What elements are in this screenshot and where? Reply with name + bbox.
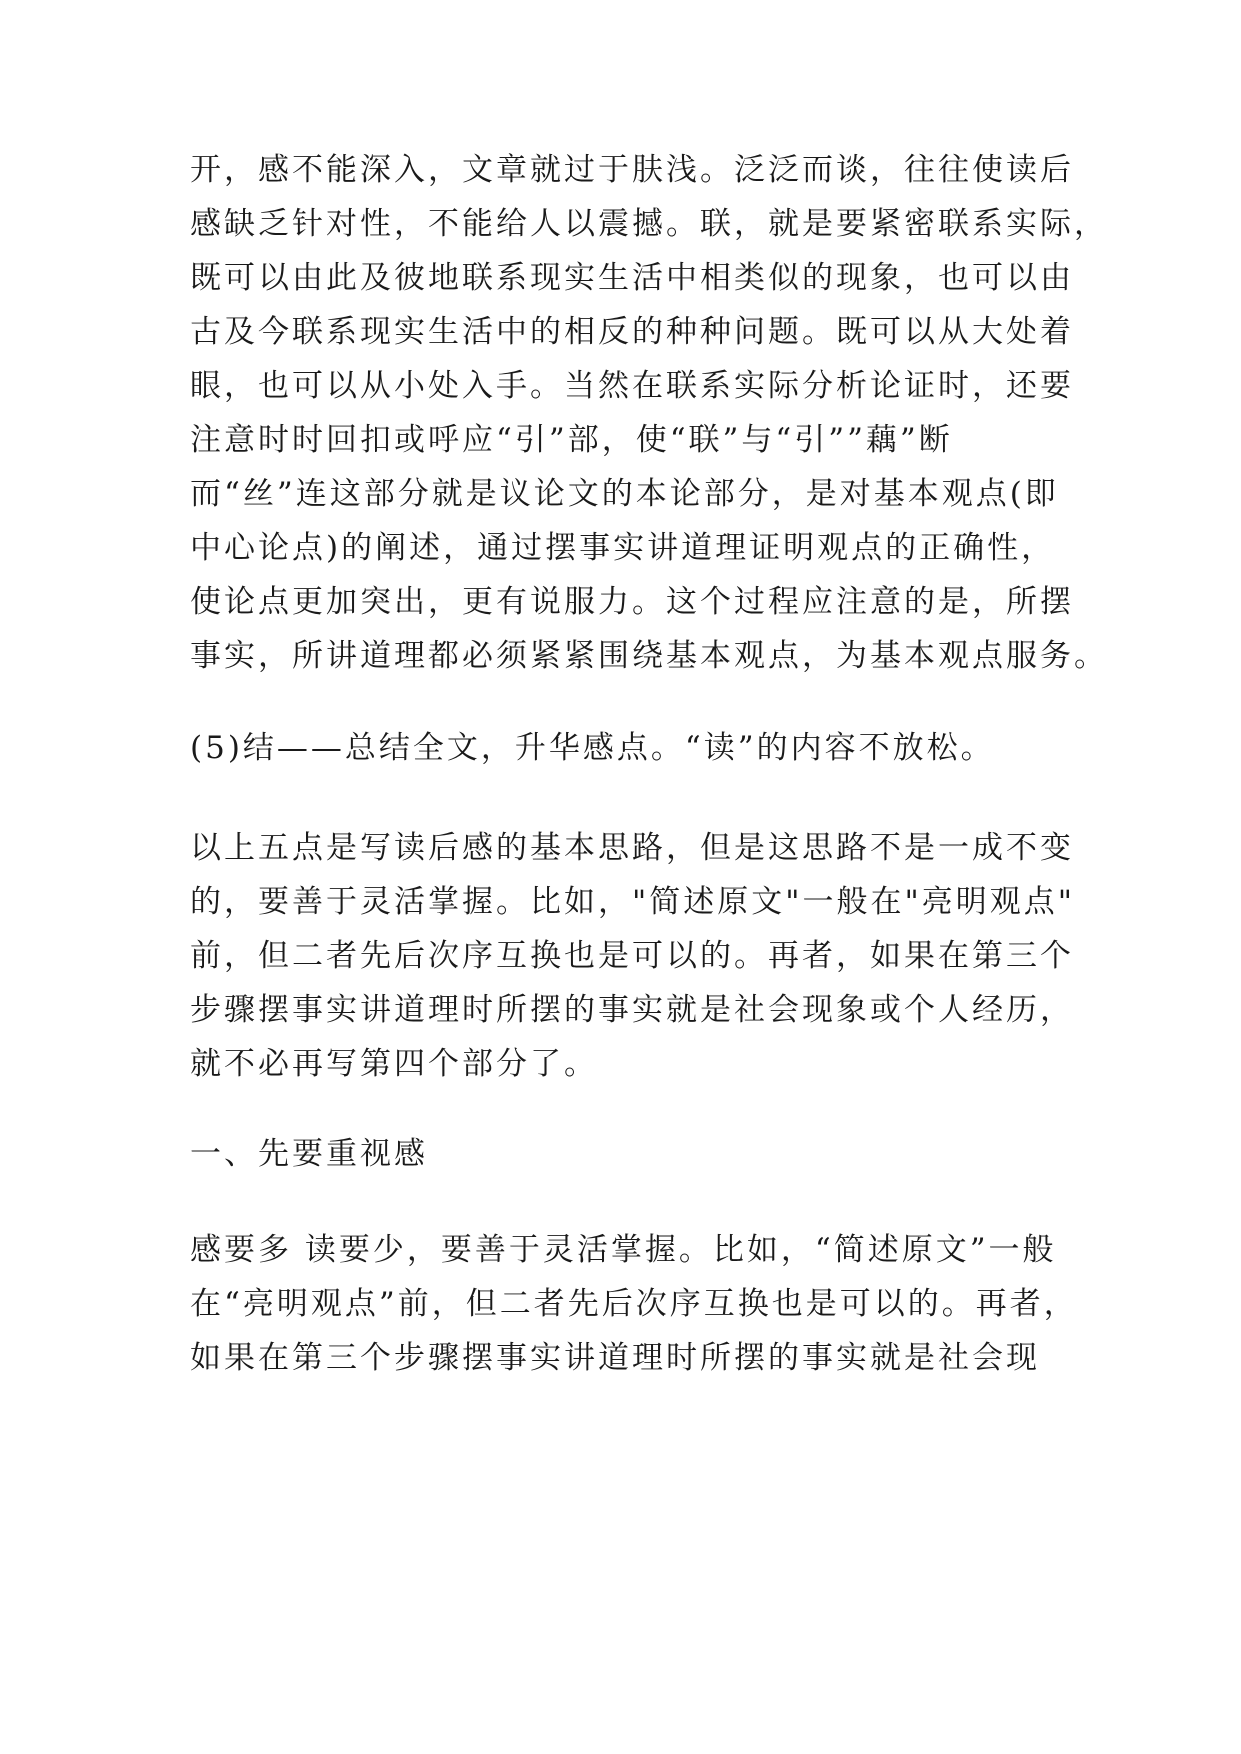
paragraph-3-line-3: 前，但二者先后次序互换也是可以的。再者，如果在第三个 xyxy=(190,938,1074,974)
paragraph-4-line-3: 如果在第三个步骤摆事实讲道理时所摆的事实就是社会现 xyxy=(190,1340,1040,1376)
paragraph-3-line-5: 就不必再写第四个部分了。 xyxy=(190,1046,598,1082)
section-heading: 一、先要重视感 xyxy=(190,1136,428,1172)
paragraph-1-line-6: 注意时时回扣或呼应“引”部，使“联”与“引””藕”断 xyxy=(190,422,953,458)
paragraph-3-line-4: 步骤摆事实讲道理时所摆的事实就是社会现象或个人经历， xyxy=(190,992,1074,1028)
paragraph-1-line-1: 开，感不能深入，文章就过于肤浅。泛泛而谈，往往使读后 xyxy=(190,152,1074,188)
paragraph-1-line-8: 中心论点)的阐述，通过摆事实讲道理证明观点的正确性， xyxy=(190,530,1056,566)
paragraph-2-line-1: (5)结——总结全文，升华感点。“读”的内容不放松。 xyxy=(190,730,995,766)
paragraph-1-line-9: 使论点更加突出，更有说服力。这个过程应注意的是，所摆 xyxy=(190,584,1074,620)
paragraph-3-line-2: 的，要善于灵活掌握。比如，"简述原文"一般在"亮明观点" xyxy=(190,884,1076,920)
paragraph-1-line-10: 事实，所讲道理都必须紧紧围绕基本观点，为基本观点服务。 xyxy=(190,638,1108,674)
paragraph-4-line-1: 感要多 读要少，要善于灵活掌握。比如，“简述原文”一般 xyxy=(190,1232,1057,1268)
paragraph-1-line-5: 眼，也可以从小处入手。当然在联系实际分析论证时，还要 xyxy=(190,368,1074,404)
paragraph-1-line-3: 既可以由此及彼地联系现实生活中相类似的现象，也可以由 xyxy=(190,260,1074,296)
paragraph-1-line-7: 而“丝”连这部分就是议论文的本论部分，是对基本观点(即 xyxy=(190,476,1059,512)
paragraph-1-line-4: 古及今联系现实生活中的相反的种种问题。既可以从大处着 xyxy=(190,314,1074,350)
paragraph-1-line-2: 感缺乏针对性，不能给人以震撼。联，就是要紧密联系实际， xyxy=(190,206,1108,242)
paragraph-4-line-2: 在“亮明观点”前，但二者先后次序互换也是可以的。再者， xyxy=(190,1286,1078,1322)
paragraph-3-line-1: 以上五点是写读后感的基本思路，但是这思路不是一成不变 xyxy=(190,830,1074,866)
